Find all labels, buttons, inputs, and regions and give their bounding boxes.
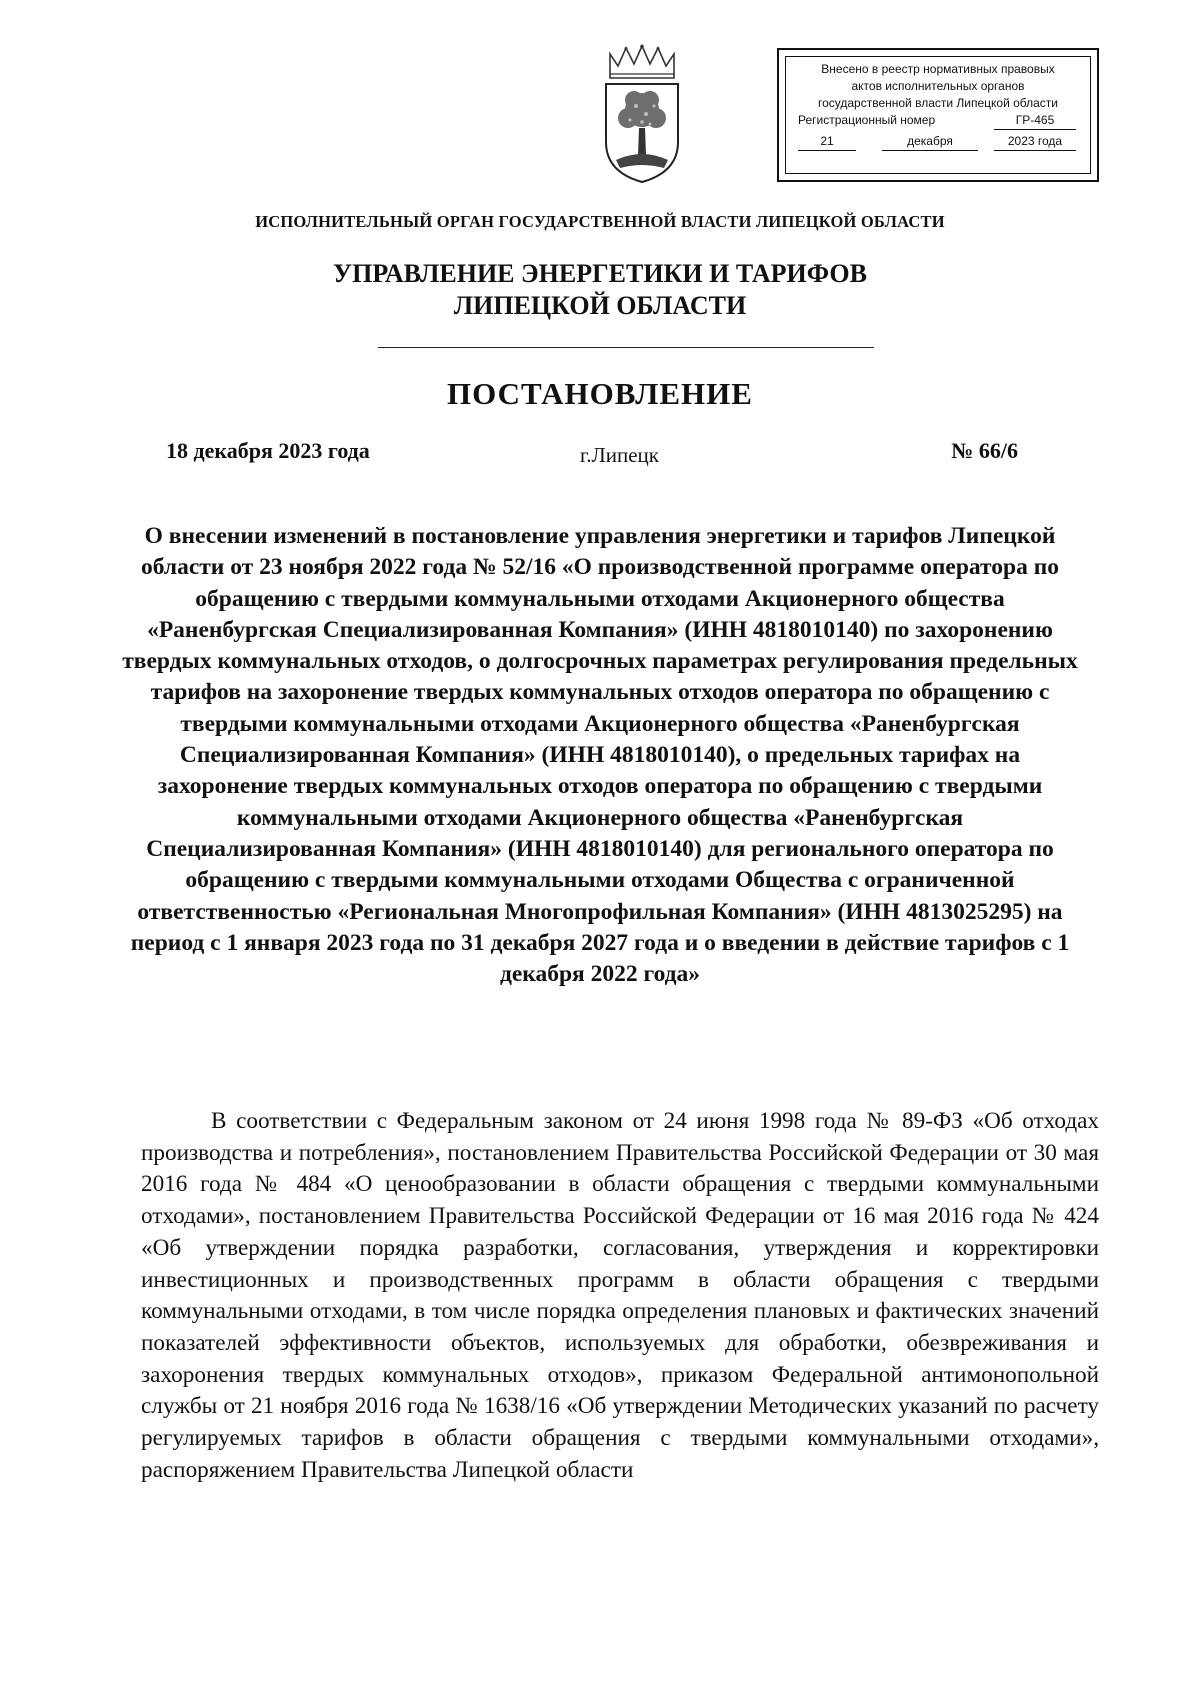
department-name [0,258,1200,322]
registration-stamp [777,48,1099,182]
stamp-date-row [786,133,1090,153]
stamp-reg-label: Регистрационный номер [798,113,936,127]
stamp-line-2: актов исполнительных органов [851,79,1025,93]
stamp-month: декабря [882,133,978,151]
stamp-day: 21 [798,133,856,151]
department-name-line-1: УПРАВЛЕНИЕ ЭНЕРГЕТИКИ И ТАРИФОВ [333,259,867,288]
document-number: № 66/6 [951,438,1018,463]
stamp-registration-row [786,112,1090,131]
stamp-line-3: государственной власти Липецкой области [817,96,1059,110]
stamp-reg-number: ГР-465 [994,112,1076,130]
document-title: О внесении изменений в постановление управления энергетики и тарифов Липецкой области от 23 ноября 2022 года № 52/16 «О производственной программе оператора по обращению с твердыми коммунальными отходами Акционерного общества «Раненбургская Специализированная Компания» (ИНН 4818010140) по захоронению твердых коммунальных отходов, о долгосрочных параметрах регулирования предельных тарифов на захоронение твердых коммунальных отходов оператора по обращению с твердыми коммунальными отходами Акционерного общества «Раненбургская Специализированная Компания» (ИНН 4818010140), о предельных тарифах на захоронение твердых коммунальных отходов оператора по обращению с твердыми коммунальными отходами Акционерного общества «Раненбургская Специализированная Компания» (ИНН 4818010140) для регионального оператора по обращению с твердыми коммунальными отходами Общества с ограниченной ответственностью «Региональная Многопрофильная Компания» (ИНН 4813025295) на период с 1 января 2023 года по 31 декабря 2027 года и о введении в действие тарифов с 1 декабря 2022 года» [122,523,1078,988]
registration-stamp-inner [785,56,1091,174]
stamp-line-1: Внесено в реестр нормативных правовых [821,62,1055,76]
department-name-line-2: ЛИПЕЦКОЙ ОБЛАСТИ [453,291,747,320]
coat-of-arms-emblem [602,44,682,184]
document-date: 18 декабря 2023 года [166,438,370,463]
issuing-authority: ИСПОЛНИТЕЛЬНЫЙ ОРГАН ГОСУДАРСТВЕННОЙ ВЛАСТИ ЛИПЕЦКОЙ ОБЛАСТИ [255,212,945,231]
document-city: г.Липецк [580,443,659,467]
body-paragraph: В соответствии с Федеральным законом от 24 июня 1998 года № 89-ФЗ «Об отходах производства и потребления», постановлением Правительства Российской Федерации от 30 мая 2016 года № 484 «О ценообразовании в области обращения с твердыми коммунальными отходами», постановлением Правительства Российской Федерации от 16 мая 2016 года № 424 «Об утверждении порядка разработки, согласования, утверждения и корректировки инвестиционных и производственных программ в области обращения с твердыми коммунальными отходами, в том числе порядка определения плановых и фактических значений показателей эффективности объектов, используемых для обработки, обезвреживания и захоронения твердых коммунальных отходов», приказом Федеральной антимонопольной службы от 21 ноября 2016 года № 1638/16 «Об утверждении Методических указаний по расчету регулируемых тарифов в области обращения с твердыми коммунальными отходами», распоряжением Правительства Липецкой области [141,1108,1099,1483]
header-divider [378,347,874,348]
document-type: ПОСТАНОВЛЕНИЕ [447,376,753,411]
stamp-year: 2023 года [994,133,1076,151]
